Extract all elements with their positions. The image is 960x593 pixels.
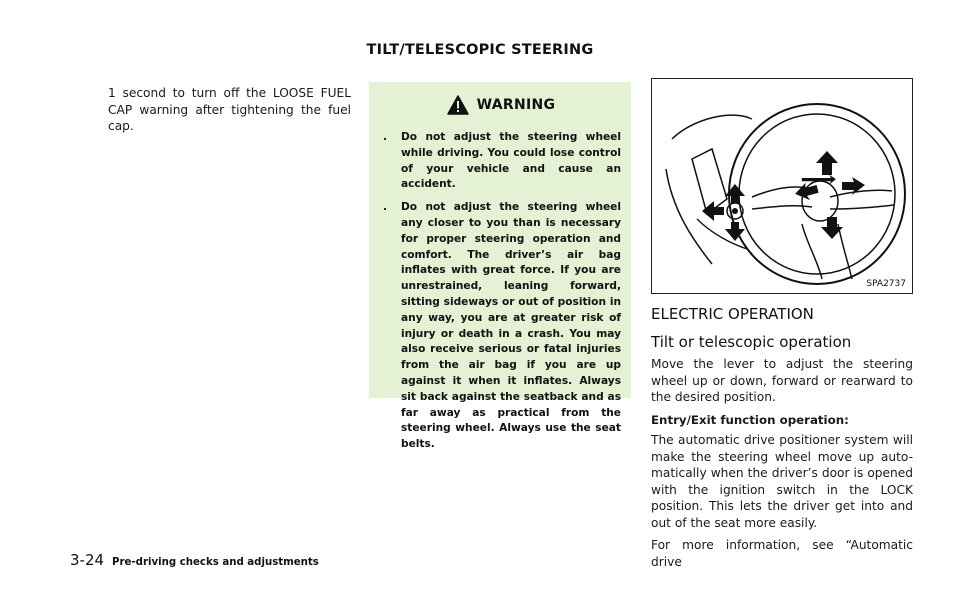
steering-wheel-illustration [652, 79, 912, 293]
steering-wheel-figure [651, 78, 913, 294]
chapter-title: Pre-driving checks and adjustments [112, 557, 319, 568]
bullet: . [383, 131, 388, 143]
bullet: . [383, 201, 388, 214]
body-paragraph: Move the lever to adjust the steering wheel up or down, forward or rearward to the desired position. [651, 357, 913, 404]
body-paragraph: The automatic drive positioner system will make the steering wheel move up auto-matically when the driver’s door is opened with the ignition switch in the LOCK position. This lets the driver get into and out of the seat more easily. [651, 433, 913, 530]
subsection-heading: Tilt or telescopic operation [651, 333, 852, 351]
page-number: 3-24 [70, 551, 105, 569]
warning-list [381, 130, 621, 453]
warning-item-text: Do not adjust the steering wheel while driving. You could lose control of your vehicle and cause an accident. [401, 131, 621, 191]
figure-label: SPA2737 [866, 279, 906, 289]
warning-title: WARNING [476, 97, 556, 113]
continued-paragraph: 1 second to turn off the LOOSE FUEL CAP warning after tightening the fuel cap. [108, 86, 351, 133]
section-title: TILT/TELESCOPIC STEERING [366, 42, 594, 58]
left-column [108, 85, 351, 135]
right-column [651, 304, 913, 576]
warning-triangle-icon [447, 95, 469, 115]
page-footer [70, 551, 319, 569]
warning-item-text: Do not adjust the steering wheel any closer to you than is necessary for proper steering operation and comfort. The driver’s air bag inflates with great force. If you are unrestrained, leaning forward, sitting sideways or out of position in any way, you are at greater risk of injury or death in a crash. You may also receive serious or fatal injuries from the air bag if you are up against it when it inflates. Always sit back against the seatback and as far away as practical from the steering wheel. Always use the seat belts. [401, 201, 621, 451]
warning-item [381, 200, 621, 453]
warning-item [381, 130, 621, 193]
warning-box [369, 82, 631, 451]
body-paragraph: For more information, see “Automatic drive [651, 538, 913, 569]
warning-header [381, 92, 621, 118]
bold-label: Entry/Exit function operation: [651, 412, 849, 427]
section-heading: ELECTRIC OPERATION [651, 305, 814, 323]
